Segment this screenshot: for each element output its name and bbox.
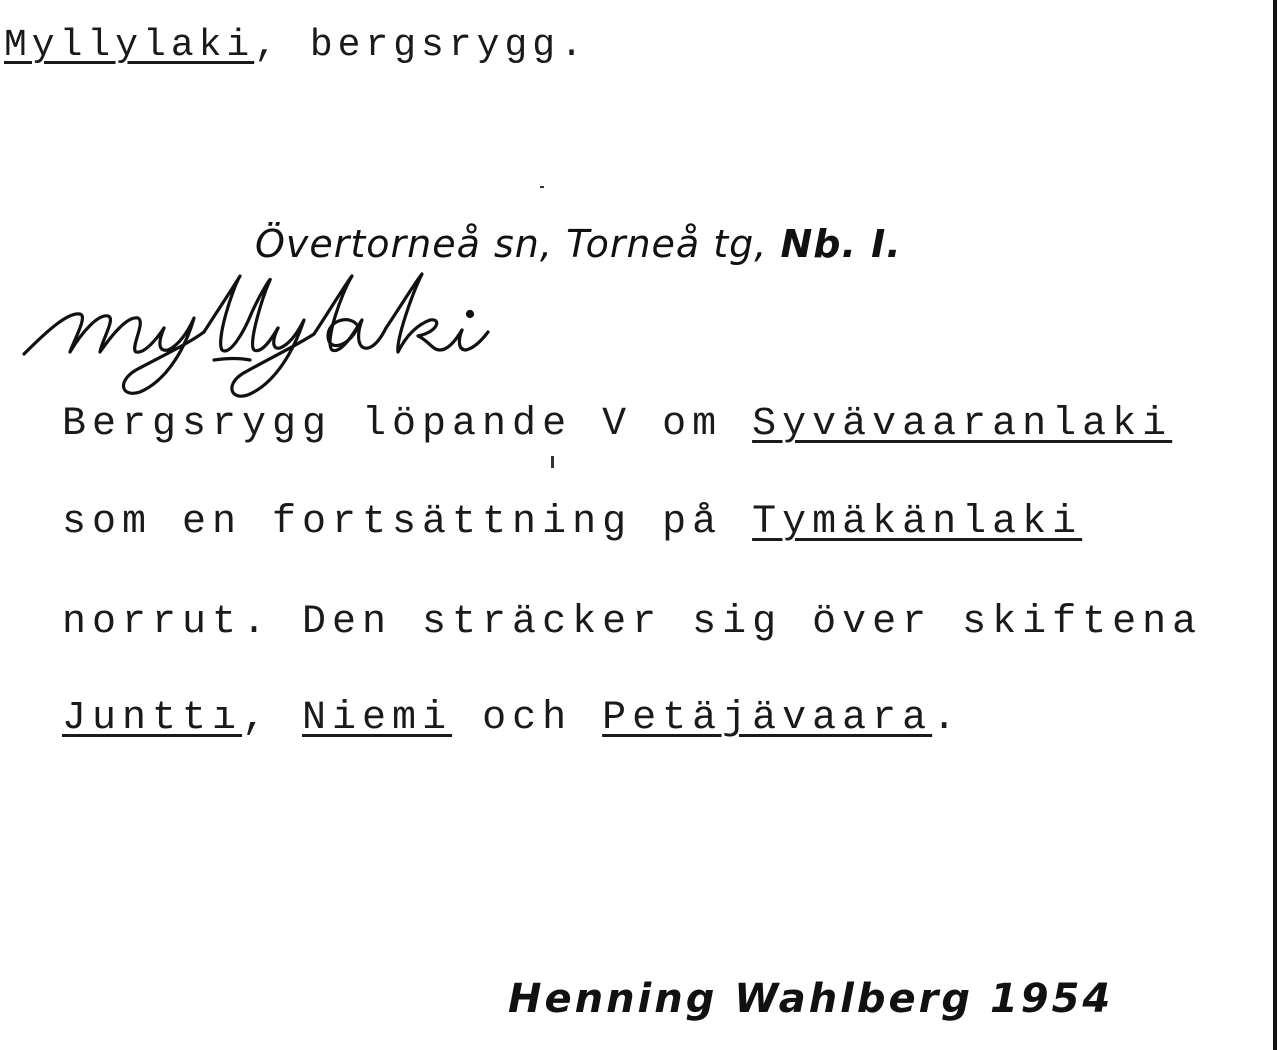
line1-text: Bergsrygg löpande V om [62,402,753,447]
body-line-3 [62,600,1202,645]
line4-mid: och [452,696,603,741]
card-edge-line [1273,0,1277,1050]
body-line-2 [62,500,1082,545]
stamp-parish: Övertorneå sn, [255,222,553,266]
handwritten-name [18,270,498,410]
line4-place-b: Niemi [302,696,453,741]
body-line-4 [62,696,962,741]
heading-rest: , bergsrygg. [254,24,588,67]
stamp-sheet: Nb. I. [780,222,902,266]
line4-place-a: Junttı [62,696,243,741]
line4-place-c: Petäjävaara [602,696,933,741]
speck [551,456,554,468]
body-line-1 [62,402,1172,447]
line4-sep: , [242,696,303,741]
signature-stamp: Henning Wahlberg 1954 [508,976,1114,1022]
heading-place: Myllylaki [4,24,255,67]
card-heading [4,24,588,67]
line2-text: som en fortsättning på [62,500,753,545]
line3-text: norrut. Den sträcker sig över skiftena [62,600,1203,645]
stamp-district: Torneå tg, [566,222,768,266]
line4-end: . [932,696,963,741]
line1-place: Syvävaaranlaki [752,402,1173,447]
location-stamp [255,222,902,266]
speck [540,186,544,188]
line2-place: Tymäkänlaki [752,500,1083,545]
